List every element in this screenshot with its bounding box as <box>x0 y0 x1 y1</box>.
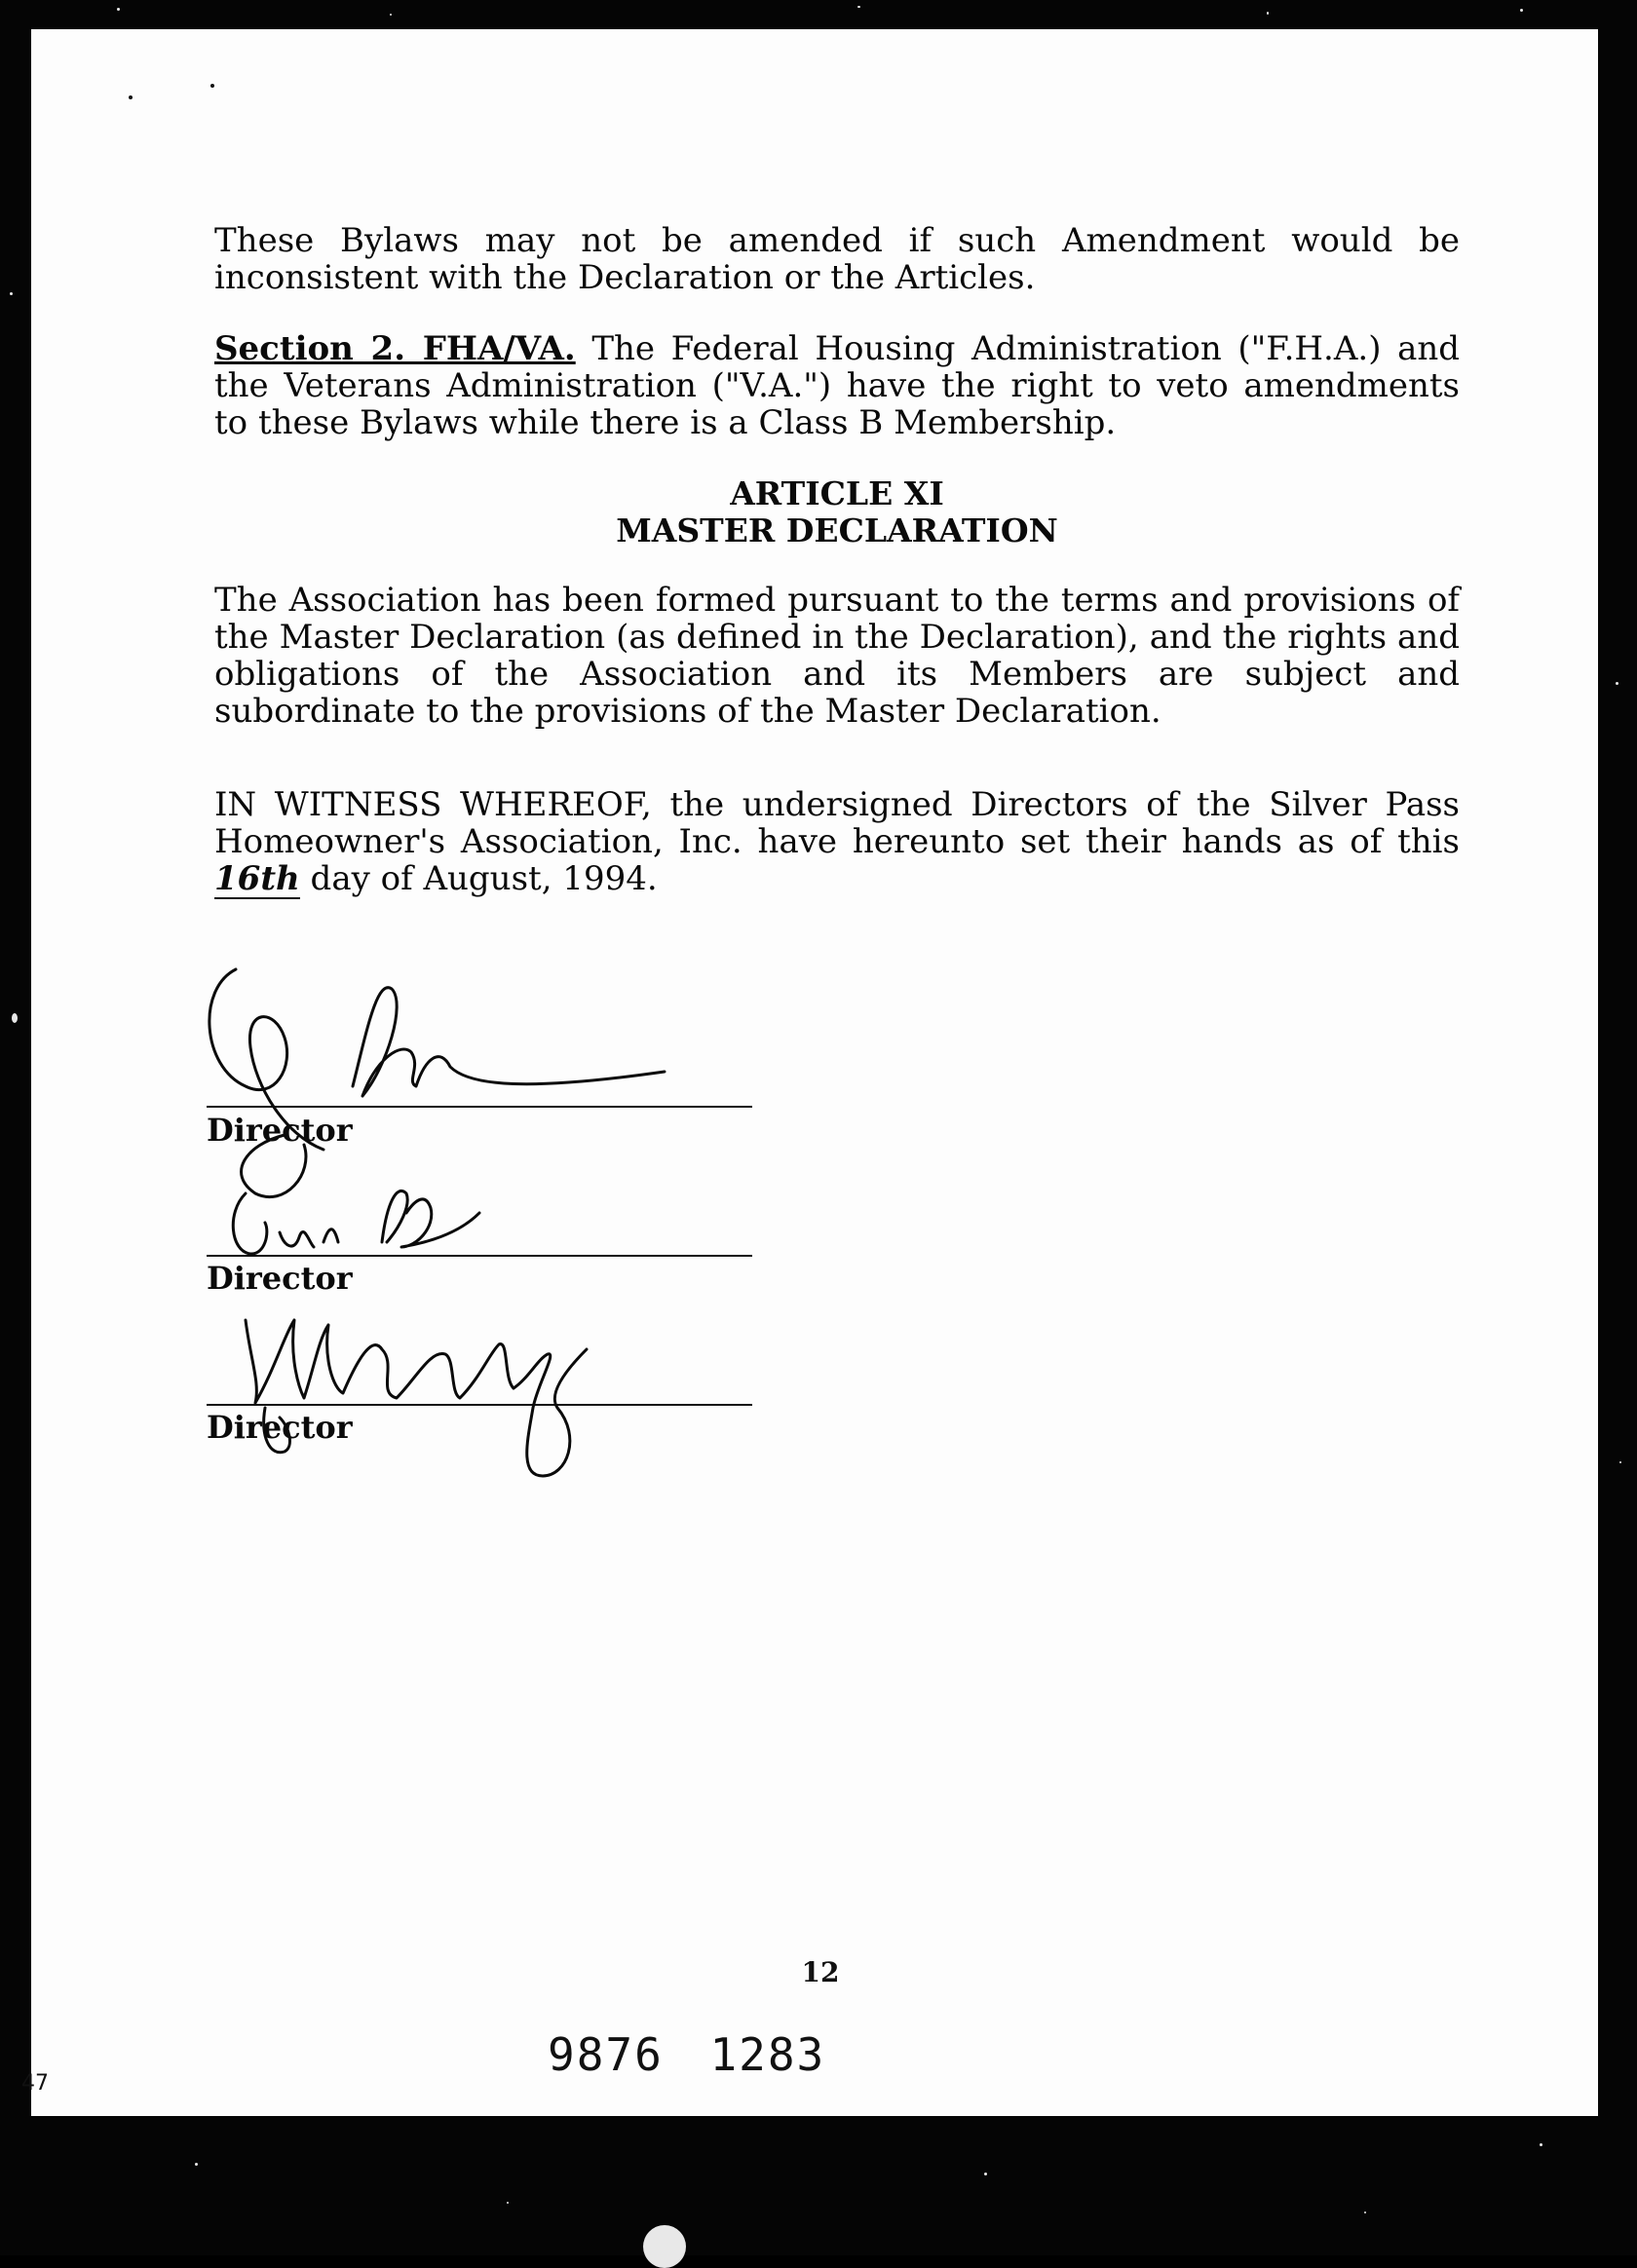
speck <box>129 95 133 99</box>
scan-noise <box>1364 2211 1366 2213</box>
signature-label-3: Director <box>207 1409 353 1446</box>
scan-noise <box>1616 682 1618 685</box>
signature-label-2: Director <box>207 1260 353 1297</box>
scan-noise <box>1267 12 1269 15</box>
scan-noise <box>857 6 860 8</box>
signature-label-1: Director <box>207 1112 353 1149</box>
witness-paragraph <box>214 786 1460 899</box>
amendment-paragraph: These Bylaws may not be amended if such Amendment would be inconsistent with the Declaration or the Articles. <box>214 221 1460 297</box>
section-2-body: The Federal Housing Administration ("F.H.A.) and the Veterans Administration ("V.A.") have the right to veto amendments to these Bylaws while there is a Class B Membership. <box>214 329 1461 442</box>
section-2-paragraph <box>214 330 1460 441</box>
article-heading <box>214 475 1460 549</box>
scan-noise <box>643 2225 686 2268</box>
speck <box>210 84 214 88</box>
document-page <box>21 29 1598 2116</box>
scan-noise <box>1540 2143 1542 2146</box>
body-text <box>214 222 1460 933</box>
scan-noise <box>984 2173 987 2175</box>
signature-1-tail <box>353 988 665 1096</box>
handwritten-date: 16th <box>214 859 300 898</box>
signature-3-tail <box>514 1349 587 1476</box>
scan-noise <box>12 1013 18 1023</box>
witness-text-before: IN WITNESS WHEREOF, the undersigned Directors of the Silver Pass Homeowner's Association, Inc. have hereunto set their hands as of this <box>214 785 1460 861</box>
signature-2 <box>233 1193 338 1254</box>
scan-noise <box>390 14 392 16</box>
document-id-stamp: 9876 1283 <box>548 2028 826 2081</box>
scan-noise <box>10 292 13 295</box>
signature-3-loop <box>264 1408 290 1453</box>
handwritten-signatures <box>207 950 811 1495</box>
signature-block <box>207 950 811 1495</box>
page-number: 12 <box>801 1956 840 1988</box>
section-2-heading: Section 2. FHA/VA. <box>214 329 576 368</box>
signature-3 <box>246 1320 514 1403</box>
article-title: MASTER DECLARATION <box>616 511 1058 549</box>
scan-noise <box>1619 1461 1621 1463</box>
witness-text-after: day of August, 1994. <box>299 859 658 898</box>
edge-mark: 47 <box>21 2071 49 2096</box>
scan-noise <box>1520 9 1523 12</box>
article-number: ARTICLE XI <box>730 474 944 512</box>
signature-2-tail <box>382 1191 479 1247</box>
article-body: The Association has been formed pursuant to the terms and provisions of the Master Declaration (as defined in the Declaration), and the rights and obligations of the Association and its Members are subject and subordinate to the provisions of the Master Declaration. <box>214 581 1460 731</box>
scan-noise <box>195 2163 198 2166</box>
scan-noise <box>507 2202 509 2204</box>
signature-1 <box>209 969 324 1197</box>
scan-noise <box>117 8 120 11</box>
